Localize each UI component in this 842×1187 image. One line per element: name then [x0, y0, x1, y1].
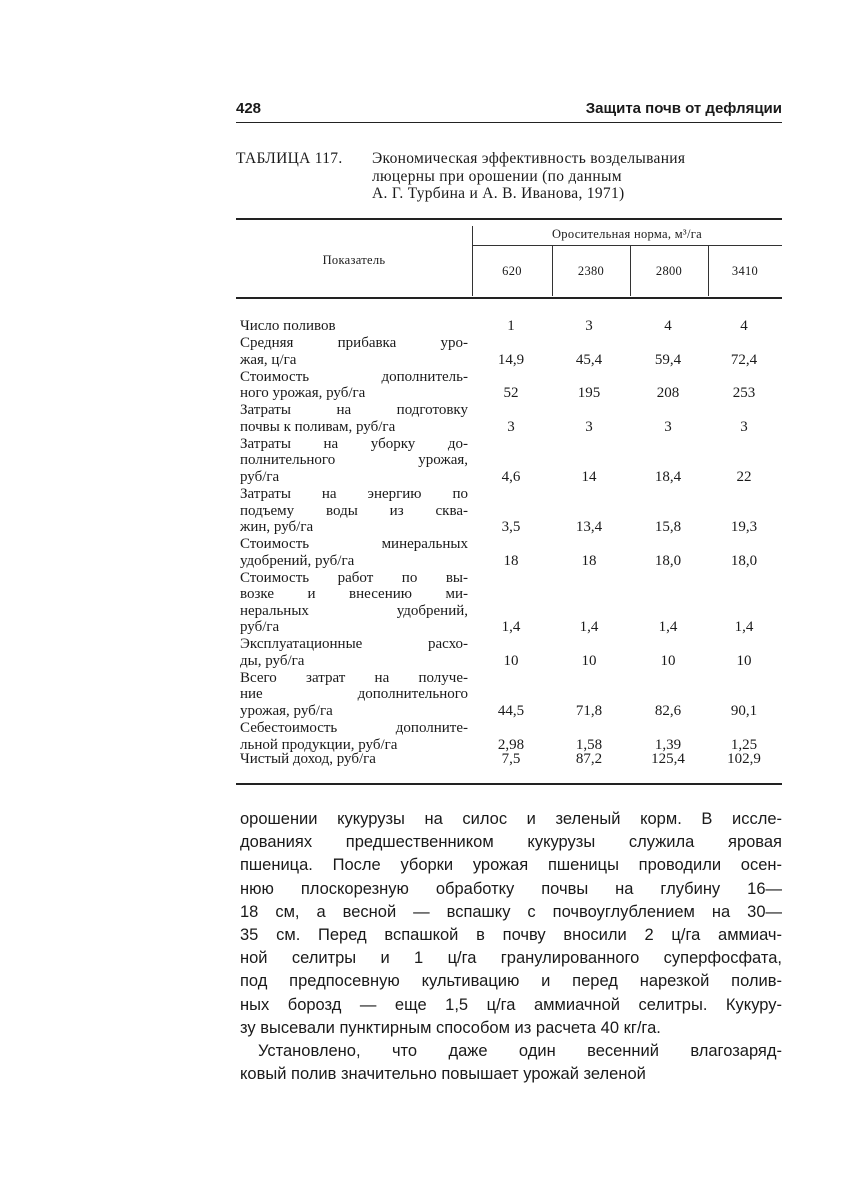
table-cell: 14,9 [497, 351, 525, 368]
row-label [240, 670, 468, 720]
row-label-line: ного урожая, руб/га [240, 385, 366, 402]
row-label-line: удобрений, руб/га [240, 552, 355, 569]
table-cell: 10 [503, 652, 519, 669]
row-label-line: подъему воды из сква- [240, 502, 468, 519]
table-row [236, 536, 782, 569]
row-label-line: Затраты на уборку до- [240, 435, 468, 452]
body-line: Установлено, что даже один весенний влагозаряд- [258, 1041, 782, 1060]
table-header-rule [236, 297, 782, 299]
column-header: 3410 [731, 264, 759, 278]
table-title [372, 150, 782, 203]
table-cell: 1,4 [734, 619, 754, 636]
table-row [236, 751, 782, 768]
row-label [240, 570, 468, 636]
table-cell: 72,4 [730, 351, 758, 368]
table-top-rule [236, 218, 782, 220]
table-cell: 14 [581, 468, 597, 485]
row-label-line: льной продукции, руб/га [240, 736, 398, 753]
table-cell: 1 [507, 318, 515, 334]
row-label-line: Чистый доход, руб/га [240, 750, 376, 767]
table-cell: 4 [664, 318, 672, 334]
body-line: 35 см. Перед вспашкой в почву вносили 2 ц/га аммиач- [240, 925, 782, 944]
table-cell: 15,8 [654, 519, 682, 535]
page-number: 428 [236, 100, 262, 117]
row-label [240, 402, 468, 435]
table-cell: 90,1 [730, 702, 758, 719]
body-line: ных борозд — еще 1,5 ц/га аммиачной селитры. Кукуру- [240, 995, 782, 1014]
table-cell: 18 [581, 552, 597, 569]
table-cell: 3 [585, 318, 593, 334]
body-line: дованиях предшественником кукурузы служила яровая [240, 833, 782, 852]
row-label [240, 720, 468, 753]
row-label [240, 369, 468, 402]
running-title: Защита почв от дефляции [585, 100, 782, 117]
table-cell: 1,39 [654, 736, 682, 753]
table-cell: 10 [581, 652, 597, 669]
table-cell: 3,5 [501, 519, 521, 535]
table-row [236, 720, 782, 753]
table-cell: 19,3 [730, 519, 758, 535]
table-cell: 1,4 [501, 619, 521, 636]
table-title-line: люцерны при орошении (по данным [372, 167, 622, 185]
table-cell: 10 [660, 652, 676, 669]
table-cell: 52 [503, 385, 519, 402]
body-line: пшеница. После уборки урожая пшеницы проводили осен- [240, 856, 782, 875]
row-label-line: Затраты на подготовку [240, 402, 468, 419]
table-row [236, 570, 782, 636]
row-label-line: жин, руб/га [240, 519, 314, 535]
page-header [236, 100, 782, 123]
table-row [236, 369, 782, 402]
row-label-line: жая, ц/га [240, 351, 297, 368]
table-cell: 45,4 [575, 351, 603, 368]
row-label-line: Стоимость минеральных [240, 536, 468, 553]
row-label-line: ние дополнительного [240, 686, 468, 703]
row-label [240, 335, 468, 368]
table-label: ТАБЛИЦА 117. [236, 150, 343, 167]
row-label-line: полнительного урожая, [240, 452, 468, 469]
row-label-line: Эксплуатационные расхо- [240, 636, 468, 653]
row-label-line: Число поливов [240, 318, 336, 334]
table-cell: 18,0 [730, 552, 758, 569]
body-line: ковый полив значительно повышает урожай зеленой [240, 1065, 646, 1084]
row-label-line: Стоимость работ по вы- [240, 569, 468, 586]
column-header: 2800 [655, 264, 683, 278]
body-line: 18 см, а весной — вспашку с почвоуглублением на 30— [240, 902, 782, 921]
table-cell: 1,4 [658, 619, 678, 636]
table-cell: 4,6 [501, 468, 521, 485]
table-cell: 10 [736, 652, 752, 669]
body-text [240, 808, 782, 1086]
table-cell: 18 [503, 552, 519, 569]
table-cell: 22 [736, 468, 752, 485]
table-title-line: А. Г. Турбина и А. В. Иванова, 1971) [372, 185, 625, 202]
table-cell: 3 [664, 418, 672, 435]
table-cell: 13,4 [575, 519, 603, 535]
row-label-line: неральных удобрений, [240, 602, 468, 619]
table-cell: 3 [740, 418, 748, 435]
body-line: под предпосевную культивацию и перед нарезкой полив- [240, 972, 782, 991]
table-cell: 18,4 [654, 468, 682, 485]
table-cell: 2,98 [497, 736, 525, 753]
table-caption [236, 150, 782, 210]
table-cell: 18,0 [654, 552, 682, 569]
stub-header: Показатель [322, 253, 386, 267]
body-line: нюю плоскорезную обработку почвы на глубину 16— [240, 879, 782, 898]
row-label-line: урожая, руб/га [240, 702, 333, 719]
row-label-line: возке и внесению ми- [240, 586, 468, 603]
table-cell: 82,6 [654, 702, 682, 719]
row-label-line: Средняя прибавка уро- [240, 335, 468, 352]
row-label-line: Затраты на энергию по [240, 486, 468, 502]
row-label-line: Себестоимость дополните- [240, 720, 468, 736]
row-label-line: руб/га [240, 619, 280, 636]
table-bottom-rule [236, 783, 782, 785]
table-cell: 3 [585, 418, 593, 435]
table-cell: 59,4 [654, 351, 682, 368]
row-label-line: Стоимость дополнитель- [240, 368, 468, 385]
table-row [236, 486, 782, 536]
table-cell: 195 [577, 385, 601, 402]
body-line: орошении кукурузы на силос и зеленый корм. В иссле- [240, 810, 782, 828]
table-row [236, 436, 782, 486]
table-cell: 1,58 [575, 736, 603, 753]
body-line: ной селитры и 1 ц/га гранулированного суперфосфата, [240, 949, 782, 968]
table-cell: 44,5 [497, 702, 525, 719]
row-label [240, 536, 468, 569]
row-label [240, 751, 468, 768]
column-header: 2380 [577, 264, 605, 278]
row-label-line: руб/га [240, 468, 280, 485]
table-row [236, 636, 782, 669]
group-header-underline [472, 245, 782, 246]
table-row [236, 318, 782, 335]
row-label-line: ды, руб/га [240, 652, 305, 669]
column-header: 620 [502, 264, 522, 278]
row-label [240, 486, 468, 536]
table-row [236, 335, 782, 368]
table-row [236, 402, 782, 435]
table-cell: 253 [732, 385, 756, 402]
table-cell: 208 [656, 385, 680, 402]
row-label [240, 636, 468, 669]
table-cell: 1,4 [579, 619, 599, 636]
row-label-line: Всего затрат на получе- [240, 669, 468, 686]
group-header: Оросительная норма, м³/га [551, 227, 703, 241]
table-cell: 102,9 [727, 750, 761, 767]
table-row [236, 670, 782, 720]
table-title-line: Экономическая эффективность возделывания [372, 150, 686, 167]
table-cell: 125,4 [651, 750, 685, 767]
table-cell: 4 [740, 318, 748, 334]
table-cell: 7,5 [501, 750, 521, 767]
table-cell: 87,2 [575, 750, 603, 767]
table-cell: 1,25 [730, 736, 758, 753]
row-label-line: почвы к поливам, руб/га [240, 418, 396, 435]
body-line: зу высевали пунктирным способом из расчета 40 кг/га. [240, 1018, 661, 1037]
table-cell: 71,8 [575, 702, 603, 719]
row-label [240, 318, 468, 335]
table-cell: 3 [507, 418, 515, 435]
row-label [240, 436, 468, 486]
